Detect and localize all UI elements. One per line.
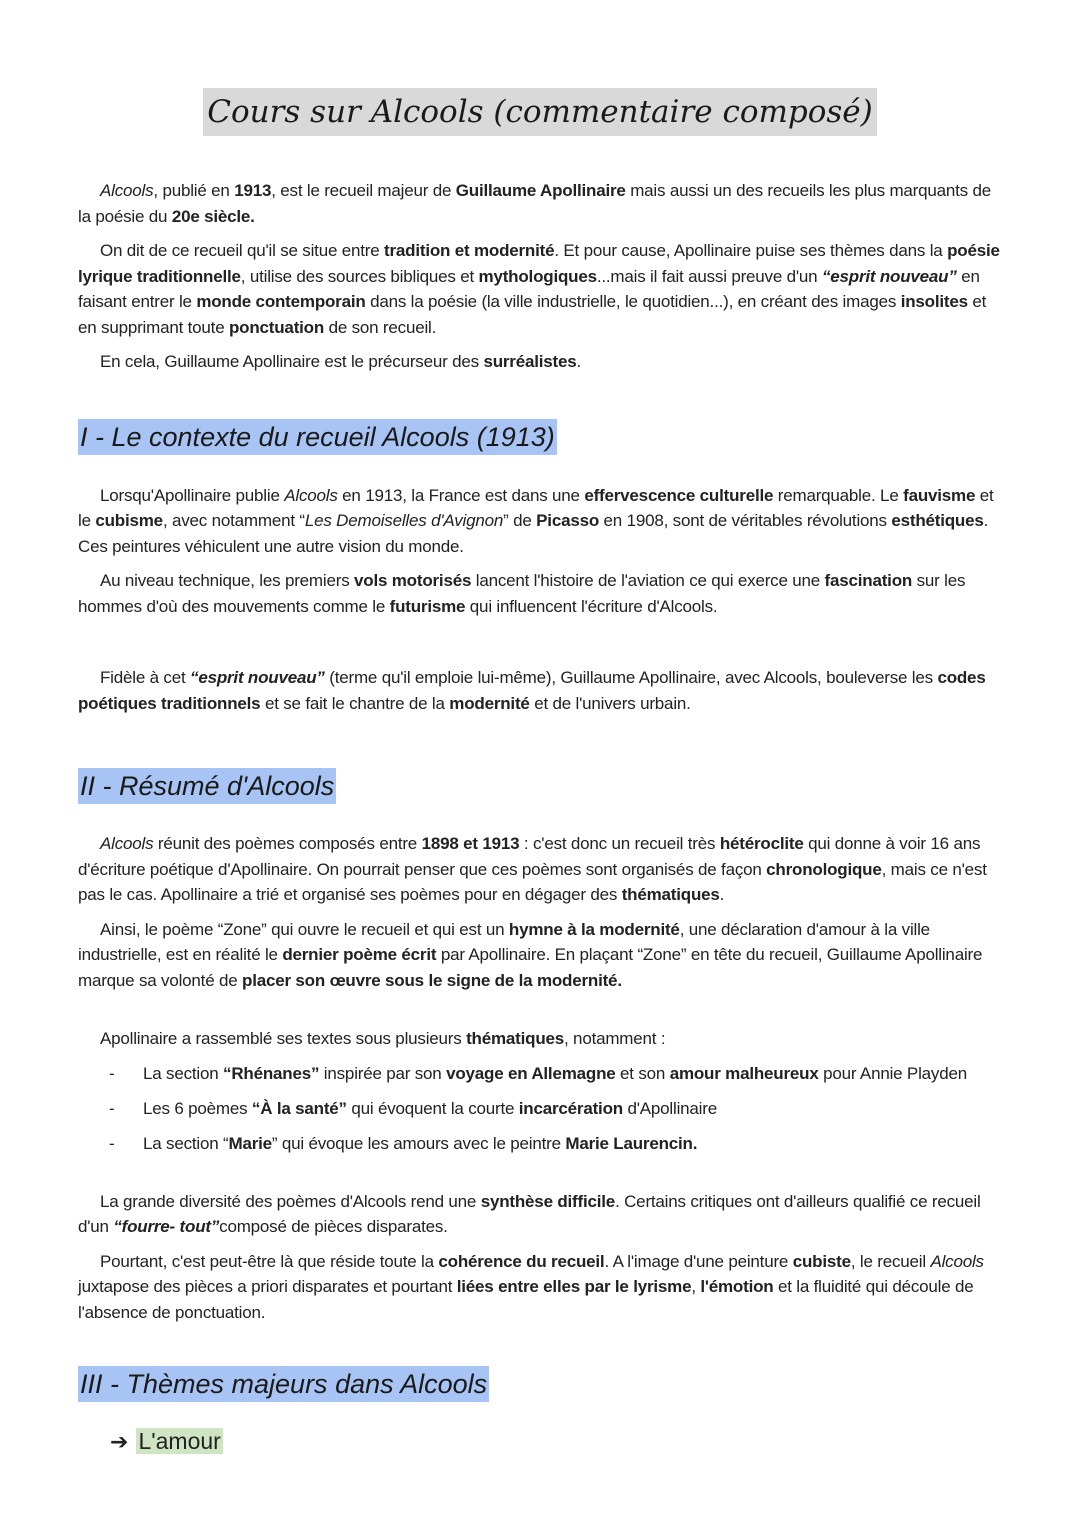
text-run: ” de — [503, 511, 537, 530]
text-run: liées entre elles par le lyrisme — [456, 1277, 692, 1296]
text-run: d'Apollinaire — [622, 1098, 717, 1118]
text-run: ponctuation — [228, 317, 325, 337]
text-run: surréalistes — [483, 352, 577, 371]
section-2-paragraph-3 — [78, 1026, 1002, 1052]
text-run: lancent l'histoire de l'aviation ce qui exerce une — [471, 571, 825, 590]
list-item: - Les 6 poèmes “À la santé” qui évoquent la courte incarcération d'Apollinaire — [109, 1098, 717, 1118]
section-2-heading: II - Résumé d'Alcools — [78, 768, 336, 804]
text-run: , notamment : — [564, 1029, 666, 1048]
text-run: en faisant entrer le — [78, 266, 980, 311]
text-run: , le recueil — [850, 1251, 931, 1271]
text-run: 1913 — [234, 181, 272, 200]
text-run: monde contemporain — [196, 292, 366, 311]
text-run: en 1908, sont de véritables révolutions — [599, 511, 892, 530]
text-run: et son — [615, 1063, 670, 1083]
title-row — [78, 0, 1002, 136]
text-run: , avec notamment “ — [162, 511, 305, 530]
intro-paragraph-3 — [78, 349, 1002, 375]
text-run: pour Annie Playden — [818, 1063, 967, 1083]
section-1-paragraph-2 — [78, 568, 1002, 619]
text-run: mais aussi un des recueils les plus marquants de la poésie du — [78, 181, 992, 226]
list-item: - La section “Marie” qui évoque les amours avec le peintre Marie Laurencin. — [109, 1133, 698, 1153]
text-run: Marie — [228, 1133, 272, 1153]
text-run: On dit de ce recueil qu'il se situe entre — [100, 241, 385, 260]
text-run: cubisme — [95, 511, 163, 530]
text-run: placer son œuvre sous le signe de la modernité. — [242, 970, 622, 990]
text-run: futurisme — [389, 596, 466, 616]
section-2-paragraph-5 — [78, 1249, 1002, 1326]
text-run: mythologiques — [478, 266, 597, 286]
text-run: Alcools — [100, 181, 154, 200]
text-run: qui influencent l'écriture d'Alcools. — [465, 596, 718, 616]
text-run: 20e siècle. — [171, 206, 255, 226]
intro-paragraph-1 — [78, 178, 1002, 229]
text-run: et de l'univers urbain. — [529, 693, 691, 713]
text-run: l'émotion — [700, 1277, 774, 1296]
text-run: Ainsi, le poème “Zone” qui ouvre le recueil et qui est un — [100, 919, 509, 939]
text-run: hymne à la modernité — [508, 919, 680, 939]
text-run: (terme qu'il emploie lui-même), Guillaume Apollinaire, avec Alcools, bouleverse les — [324, 668, 938, 687]
text-run: . — [719, 885, 725, 904]
text-run: thématiques — [466, 1029, 565, 1048]
text-run: hétéroclite — [719, 834, 804, 853]
text-run: codes poétiques traditionnels — [78, 668, 986, 713]
text-run: Marie Laurencin. — [565, 1133, 698, 1153]
text-run: dans la poésie (la ville industrielle, le quotidien...), en créant des images — [365, 292, 901, 311]
page-title: Cours sur Alcools (commentaire composé) — [203, 88, 877, 136]
text-run: voyage en Allemagne — [446, 1063, 616, 1083]
text-run: chronologique — [766, 859, 882, 879]
text-run: , — [691, 1277, 701, 1296]
text-run: incarcération — [518, 1098, 623, 1118]
section-1-heading-row — [78, 419, 1002, 455]
text-run: effervescence culturelle — [584, 485, 774, 505]
text-run: et le — [78, 485, 994, 530]
text-run: “fourre- tout” — [113, 1217, 220, 1236]
text-run: Guillaume Apollinaire — [455, 181, 626, 200]
text-run: sur les hommes d'où des mouvements comme le — [78, 571, 966, 616]
text-run: Alcools — [284, 485, 338, 505]
text-run: Les Demoiselles d'Avignon — [304, 511, 504, 530]
text-run: Picasso — [536, 511, 600, 530]
text-run: inspirée par son — [319, 1063, 447, 1083]
section-1-paragraph-3 — [78, 665, 1002, 716]
text-run: esthétiques — [891, 511, 984, 530]
text-run: Fidèle à cet — [100, 668, 191, 687]
text-run: “esprit nouveau” — [190, 668, 325, 687]
text-run: , publié en — [153, 181, 235, 200]
text-run: cubiste — [792, 1251, 851, 1271]
section-2-heading-row — [78, 768, 1002, 804]
text-run: Lorsqu'Apollinaire publie — [100, 485, 285, 505]
subheading-row — [78, 1424, 1002, 1459]
section-2-paragraph-4 — [78, 1189, 1002, 1240]
section-3-heading: III - Thèmes majeurs dans Alcools — [78, 1366, 489, 1402]
text-run: et en supprimant toute — [78, 292, 987, 337]
text-run: . — [576, 352, 582, 371]
text-run: réunit des poèmes composés entre — [153, 834, 422, 853]
text-run: . Certains critiques ont d'ailleurs qualifié ce recueil d'un — [78, 1191, 981, 1236]
text-run: “esprit nouveau” — [821, 266, 957, 286]
text-run: composé de pièces disparates. — [219, 1217, 448, 1236]
text-run: “Rhénanes” — [223, 1063, 320, 1083]
text-run: En cela, Guillaume Apollinaire est le précurseur des — [100, 352, 484, 371]
text-run: La section — [143, 1063, 224, 1083]
text-run: . Ces peintures véhiculent une autre vision du monde. — [78, 511, 989, 556]
text-run: , mais ce n'est pas le cas. Apollinaire a trié et organisé ses poèmes pour en dégager des — [78, 859, 987, 904]
text-run: Apollinaire a rassemblé ses textes sous plusieurs — [100, 1029, 467, 1048]
text-run: qui évoquent la courte — [346, 1098, 519, 1118]
text-run: . Et pour cause, Apollinaire puise ses thèmes dans la — [554, 241, 948, 260]
text-run: Alcools — [930, 1251, 984, 1271]
text-run: de son recueil. — [324, 317, 437, 337]
themes-list — [78, 1061, 1002, 1156]
text-run: dernier poème écrit — [282, 945, 437, 964]
text-run: qui donne à voir 16 ans d'écriture poétique d'Apollinaire. On pourrait penser que ces poèmes sont organisés de façon — [78, 834, 981, 879]
list-item: - La section “Rhénanes” inspirée par son voyage en Allemagne et son amour malheureux pour Annie Playden — [109, 1063, 967, 1083]
text-run: juxtapose des pièces a priori disparates et pourtant — [78, 1277, 457, 1296]
text-run: , utilise des sources bibliques et — [240, 266, 479, 286]
text-run: synthèse difficile — [480, 1191, 616, 1211]
text-run: thématiques — [621, 885, 720, 904]
section-1-heading: I - Le contexte du recueil Alcools (1913) — [78, 419, 557, 455]
subheading-amour: L'amour — [138, 1428, 221, 1454]
text-run: par Apollinaire. En plaçant “Zone” en tête du recueil, Guillaume Apollinaire marque sa volonté de — [78, 945, 983, 990]
section-1-paragraph-1 — [78, 483, 1002, 560]
text-run: Pourtant, c'est peut-être là que réside toute la — [100, 1251, 439, 1271]
text-run: La section “ — [143, 1133, 229, 1153]
text-run: “À la santé” — [251, 1098, 347, 1118]
text-run: poésie lyrique traditionnelle — [78, 241, 1000, 286]
text-run: 1898 et 1913 — [421, 834, 520, 853]
text-run: : c'est donc un recueil très — [519, 834, 720, 853]
text-run: fascination — [824, 571, 913, 590]
section-2-paragraph-1 — [78, 831, 1002, 908]
text-run: tradition et modernité — [384, 241, 555, 260]
text-run: cohérence du recueil — [438, 1251, 605, 1271]
text-run: et la fluidité qui découle de l'absence de ponctuation. — [78, 1277, 974, 1322]
text-run: ” qui évoque les amours avec le peintre — [271, 1133, 566, 1153]
text-run: ...mais il fait aussi preuve d'un — [596, 266, 822, 286]
arrow-right-icon: ➔ — [110, 1429, 129, 1454]
text-run: La grande diversité des poèmes d'Alcools rend une — [100, 1191, 481, 1211]
text-run: en 1913, la France est dans une — [337, 485, 585, 505]
section-3-heading-row — [78, 1366, 1002, 1402]
text-run: Les 6 poèmes — [143, 1098, 252, 1118]
text-run: modernité — [449, 693, 530, 713]
text-run: , une déclaration d'amour à la ville industrielle, est en réalité le — [78, 919, 930, 964]
text-run: insolites — [900, 292, 968, 311]
text-run: . A l'image d'une peinture — [604, 1251, 793, 1271]
text-run: Au niveau technique, les premiers — [100, 571, 355, 590]
text-run: vols motorisés — [354, 571, 472, 590]
text-run: remarquable. Le — [773, 485, 904, 505]
text-run: Alcools — [100, 834, 154, 853]
text-run: amour malheureux — [669, 1063, 819, 1083]
section-2-paragraph-2 — [78, 917, 1002, 994]
text-run: et se fait le chantre de la — [260, 693, 450, 713]
intro-paragraph-2 — [78, 238, 1002, 340]
text-run: , est le recueil majeur de — [271, 181, 456, 200]
text-run: fauvisme — [903, 485, 976, 505]
